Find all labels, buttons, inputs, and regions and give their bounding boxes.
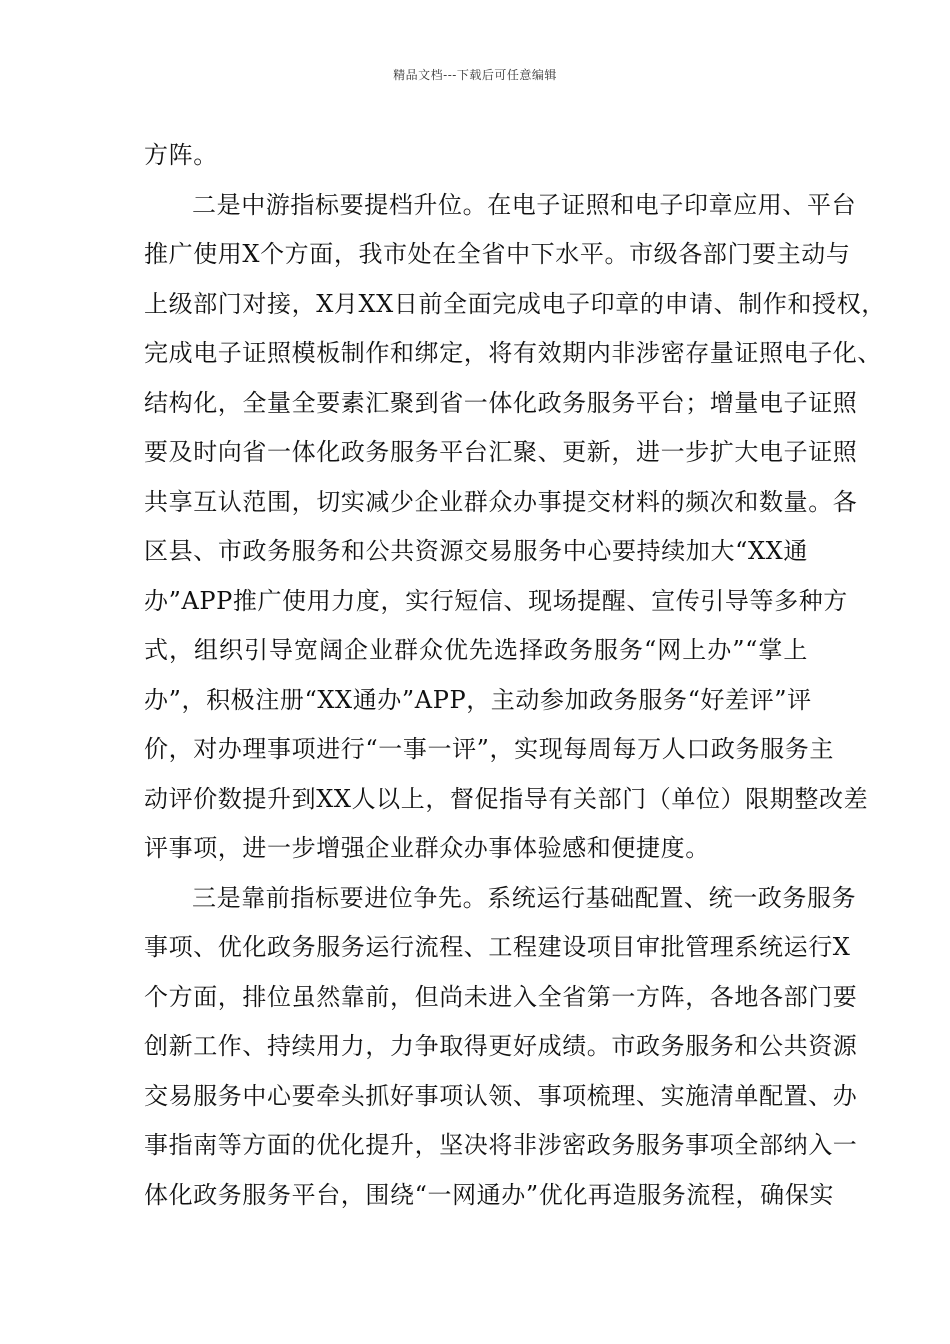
text-line: 共享互认范围，切实减少企业群众办事提交材料的频次和数量。各 [144, 487, 858, 516]
text-line: 办”APP推广使用力度，实行短信、现场提醒、宣传引导等多种方 [144, 586, 848, 615]
text-line: 二是中游指标要提档升位。在电子证照和电子印章应用、平台 [192, 190, 857, 219]
text-line: 上级部门对接，X月XX日前全面完成电子印章的申请、制作和授权， [144, 289, 886, 318]
text-line: 要及时向省一体化政务服务平台汇聚、更新，进一步扩大电子证照 [144, 438, 858, 466]
text-line: 事项、优化政务服务运行流程、工程建设项目审批管理系统运行X [144, 933, 851, 961]
text-line: 体化政务服务平台，围绕“一网通办”优化再造服务流程，确保实 [144, 1180, 834, 1209]
text-line: 事指南等方面的优化提升，坚决将非涉密政务服务事项全部纳入一 [144, 1131, 858, 1159]
text-line: 区县、市政务服务和公共资源交易服务中心要持续加大“XX通 [144, 537, 808, 565]
text-line: 评事项，进一步增强企业群众办事体验感和便捷度。 [144, 834, 710, 862]
text-line: 个方面，排位虽然靠前，但尚未进入全省第一方阵，各地各部门要 [144, 982, 858, 1011]
text-line: 动评价数提升到XX人以上，督促指导有关部门（单位）限期整改差 [144, 784, 869, 813]
text-line: 创新工作、持续用力，力争取得更好成绩。市政务服务和公共资源 [144, 1032, 858, 1060]
text-line: 完成电子证照模板制作和绑定，将有效期内非涉密存量证照电子化、 [144, 339, 882, 367]
text-line: 三是靠前指标要进位争先。系统运行基础配置、统一政务服务 [192, 883, 857, 912]
text-line: 方阵。 [144, 141, 218, 169]
paragraph [144, 181, 886, 874]
document-body [144, 131, 886, 1220]
paragraph [144, 874, 858, 1221]
paragraph [144, 131, 808, 181]
text-line: 式，组织引导宽阔企业群众优先选择政务服务“网上办”“掌上 [144, 636, 808, 664]
text-line: 办”，积极注册“XX通办”APP，主动参加政务服务“好差评”评 [144, 685, 812, 714]
text-line: 推广使用X个方面，我市处在全省中下水平。市级各部门要主动与 [144, 240, 851, 268]
text-line: 价，对办理事项进行“一事一评”，实现每周每万人口政务服务主 [144, 735, 834, 763]
text-line: 结构化，全量全要素汇聚到省一体化政务服务平台；增量电子证照 [144, 388, 858, 417]
page-header: 精品文档---下载后可任意编辑 [393, 68, 557, 82]
text-line: 交易服务中心要牵头抓好事项认领、事项梳理、实施清单配置、办 [144, 1081, 858, 1110]
